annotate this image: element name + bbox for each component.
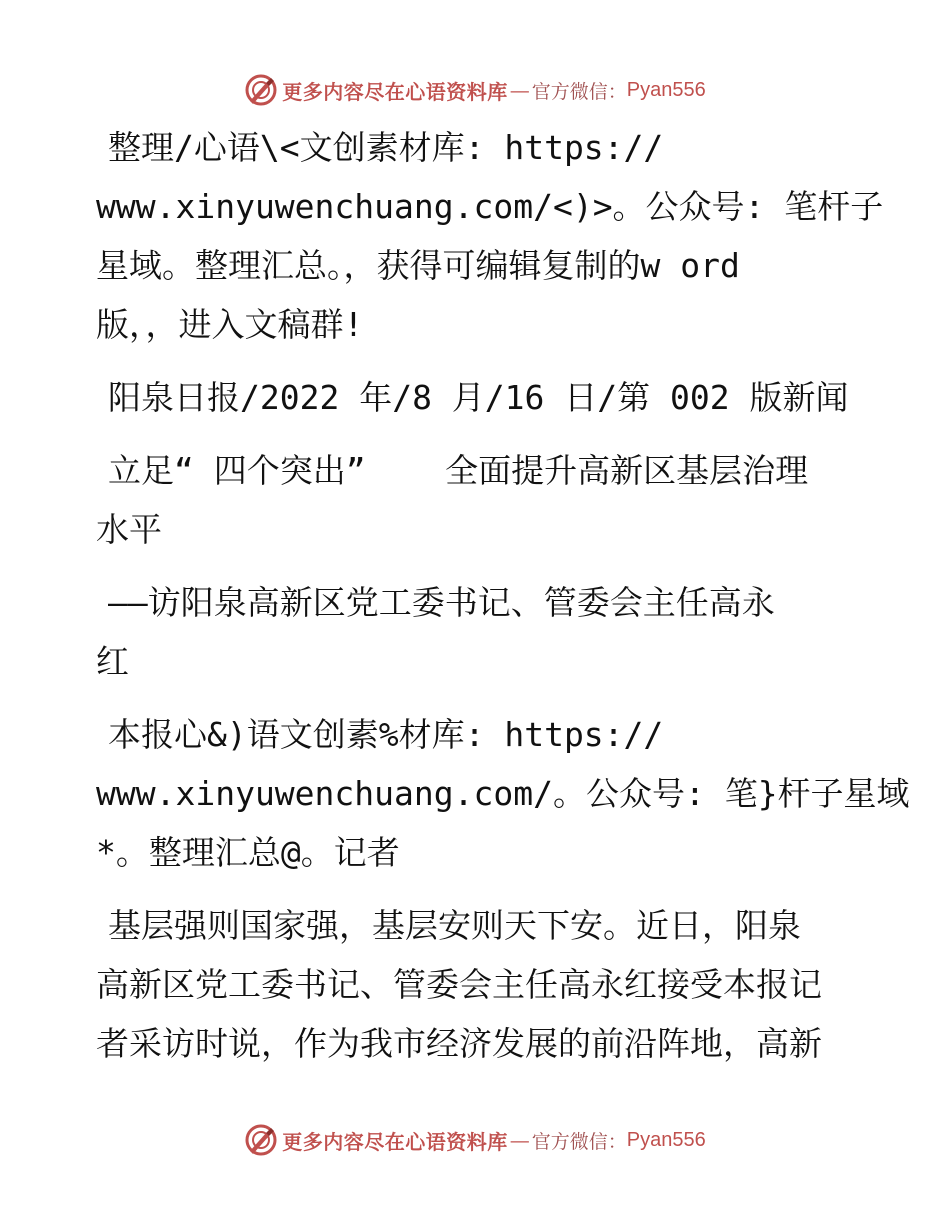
banner-account-id: Pyan556: [626, 78, 706, 101]
banner-separator: —: [509, 78, 530, 102]
text-line: *。整理汇总@。记者: [96, 833, 400, 872]
text-line: 本报心&)语文创素%材库: https://: [108, 715, 664, 754]
article-subheadline: [96, 573, 856, 691]
text-line: www.xinyuwenchuang.com/。公众号: 笔}杆子星域: [96, 774, 910, 813]
intro-paragraph: [96, 118, 884, 354]
text-line: 者采访时说，作为我市经济发展的前沿阵地，高新: [96, 1024, 822, 1063]
pen-circle-logo-icon: [244, 73, 278, 107]
text-line: 高新区党工委书记、管委会主任高永红接受本报记: [96, 965, 822, 1004]
text-line: 基层强则国家强，基层安则天下安。近日，阳泉: [108, 906, 801, 945]
article-byline: [96, 705, 910, 882]
text-line: 红: [96, 642, 129, 681]
text-line: www.xinyuwenchuang.com/<)>。公众号: 笔杆子: [96, 187, 884, 226]
text-line: 整理/心语\<文创素材库: https://: [108, 128, 664, 167]
document-body: [96, 118, 910, 1087]
article-headline: [96, 441, 856, 559]
text-line: 星域。整理汇总。，获得可编辑复制的w ord: [96, 246, 740, 285]
banner-slogan: 更多内容尽在心语资料库: [282, 79, 508, 104]
text-line: 水平: [96, 510, 162, 549]
text-line: 阳泉日报/2022 年/8 月/16 日/第 002 版新闻: [108, 378, 849, 417]
banner-account-id: Pyan556: [626, 1128, 706, 1151]
footer-banner: [0, 1120, 950, 1160]
text-line: 立足“ 四个突出” 全面提升高新区基层治理: [108, 451, 809, 490]
header-banner: [0, 70, 950, 110]
source-line: [96, 368, 856, 427]
banner-slogan: 更多内容尽在心语资料库: [282, 1129, 508, 1154]
banner-separator: —: [509, 1128, 530, 1152]
text-line: 版，，进入文稿群!: [96, 305, 364, 344]
banner-account-label: 官方微信：: [531, 1130, 627, 1153]
article-body-paragraph: [96, 896, 856, 1073]
banner-account-label: 官方微信：: [531, 80, 627, 103]
pen-circle-logo-icon: [244, 1123, 278, 1157]
text-line: ——访阳泉高新区党工委书记、管委会主任高永: [108, 583, 775, 622]
